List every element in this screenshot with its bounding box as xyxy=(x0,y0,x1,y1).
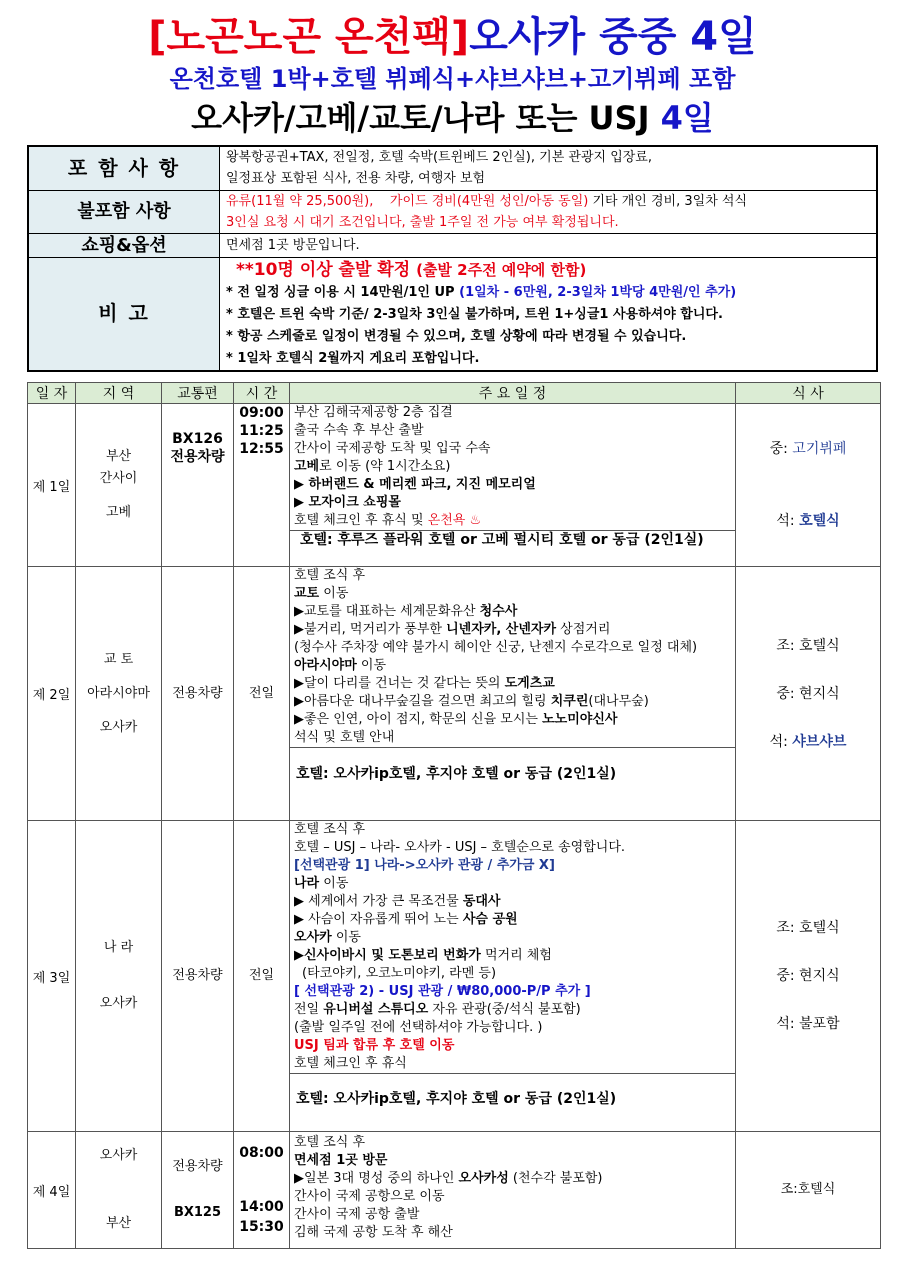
shopping-label: 쇼핑&옵션 xyxy=(28,233,220,257)
day-label: 제 3일 xyxy=(28,821,76,1132)
schedule-cell: 부산 김해국제공항 2층 집결 출국 수속 후 부산 출발 간사이 국제공항 도착 및 입국 수속 고베로 이동 (약 1시간소요) ▶ 하버랜드 & 메리켄 파크, 지진 메모리얼 ▶ 모자이크 쇼핑몰 호텔 체크인 후 휴식 및 온천욕 ♨ 호텔: 후루즈 플라워 호텔 or 고베 펄시티 호텔 or 동급 (2인1실) xyxy=(290,404,736,567)
hotel-info: 호텔: 오사카ip호텔, 후지야 호텔 or 동급 (2인1실) xyxy=(290,1073,735,1124)
excluded-text: 유류(11월 약 25,500원), 가이드 경비(4만원 성인/아동 동일) 기타 개인 경비, 3일차 석식 3인실 요청 시 대기 조건입니다, 출발 1주일 전 가능 여부 확정됩니다. xyxy=(220,190,878,233)
transport-cell: 전용차량 xyxy=(162,821,234,1132)
day-label: 제 2일 xyxy=(28,567,76,821)
time-cell: 전일 xyxy=(234,567,290,821)
header-transport: 교통편 xyxy=(162,383,234,404)
time-cell: 전일 xyxy=(234,821,290,1132)
remarks-text: **10명 이상 출발 확정 (출발 2주전 예약에 한함) * 전 일정 싱글 이용 시 14만원/1인 UP (1일차 - 6만원, 2-3일차 1박당 4만원/인 추가) * 호텔은 트윈 숙박 기준/ 2-3일차 3인실 불가하며, 트윈 1+싱글1 사용하셔야 합니다. * 항공 스케줄로 일정이 변경될 수 있으며, 호텔 상황에 따라 변경될 수 있습니다. * 1일차 호텔식 2월까지 게요리 포함입니다. xyxy=(220,257,878,371)
meal-cell: 중: 고기뷔페 석: 호텔식 xyxy=(736,404,881,567)
transport-cell: 전용차량 xyxy=(162,567,234,821)
table-row xyxy=(28,567,881,821)
time-cell: 09:00 11:25 12:55 xyxy=(234,404,290,567)
meal-cell: 조: 호텔식 중: 현지식 석: 불포함 xyxy=(736,821,881,1132)
transport-cell: 전용차량 BX125 xyxy=(162,1132,234,1249)
excluded-label: 불포함 사항 xyxy=(28,190,220,233)
schedule-cell: 호텔 조식 후 교토 이동 ▶교토를 대표하는 세계문화유산 청수사 ▶불거리, 먹거리가 풍부한 니넨자카, 산넨자카 상점거리 (청수사 주차장 예약 불가시 헤이안 신궁, 난젠지 수로각으로 일정 대체) 아라시야마 이동 ▶달이 다리를 건너는 것 같다는 뜻의 도게츠교 ▶아름다운 대나무숲길을 걸으면 최고의 힐링 치쿠린(대나무숲) ▶좋은 인연, 아이 점지, 학문의 신을 모시는 노노미야신사 석식 및 호텔 안내 호텔: 오사카ip호텔, 후지야 호텔 or 동급 (2인1실) xyxy=(290,567,736,821)
time-cell: 08:00 14:00 15:30 xyxy=(234,1132,290,1249)
remarks-label: 비 고 xyxy=(28,257,220,371)
hotel-info: 호텔: 오사카ip호텔, 후지야 호텔 or 동급 (2인1실) xyxy=(290,747,735,800)
table-row xyxy=(28,1132,881,1249)
header-schedule: 주 요 일 정 xyxy=(290,383,736,404)
table-row xyxy=(28,404,881,567)
header-time: 시 간 xyxy=(234,383,290,404)
header-region: 지 역 xyxy=(76,383,162,404)
schedule-cell: 호텔 조식 후 면세점 1곳 방문 ▶일본 3대 명성 중의 하나인 오사카성 (천수각 불포함) 간사이 국제 공항으로 이동 간사이 국제 공항 출발 김해 국제 공항 도착 후 해산 xyxy=(290,1132,736,1249)
table-row xyxy=(28,821,881,1132)
day-label: 제 1일 xyxy=(28,404,76,567)
header-date: 일 자 xyxy=(28,383,76,404)
hotel-info: 호텔: 후루즈 플라워 호텔 or 고베 펄시티 호텔 or 동급 (2인1실) xyxy=(290,530,735,549)
day-label: 제 4일 xyxy=(28,1132,76,1249)
shopping-text: 면세점 1곳 방문입니다. xyxy=(220,233,878,257)
meal-cell: 조:호텔식 xyxy=(736,1132,881,1249)
header-meals: 식 사 xyxy=(736,383,881,404)
meal-cell: 조: 호텔식 중: 현지식 석: 샤브샤브 xyxy=(736,567,881,821)
subtitle-destinations: 오사카/고베/교토/나라 또는 USJ 4일 xyxy=(191,99,714,137)
region-cell: 오사카 부산 xyxy=(76,1132,162,1249)
schedule-cell: 호텔 조식 후 호텔 – USJ – 나라- 오사카 - USJ – 호텔순으로 송영합니다. [선택관광 1] 나라->오사카 관광 / 추가금 X] 나라 이동 ▶ 세계에서 가장 큰 목조건물 동대사 ▶ 사슴이 자유롭게 뛰어 노는 사슴 공원 오사카 이동 ▶신사이바시 및 도톤보리 번화가 먹거리 체험 (타코야키, 오코노미야키, 라멘 등) [ 선택관광 2) - USJ 관광 / ₩80,000-P/P 추가 ] 전일 유니버설 스튜디오 자유 관광(중/석식 불포함) (출발 일주일 전에 선택하셔야 가능합니다. ) USJ 팀과 합류 후 호텔 이동 호텔 체크인 후 휴식 호텔: 오사카ip호텔, 후지야 호텔 or 동급 (2인1실) xyxy=(290,821,736,1132)
subtitle-inclusions: 온천호텔 1박+호텔 뷔페식+샤브샤브+고기뷔페 포함 xyxy=(169,65,736,93)
package-info-table xyxy=(27,145,878,372)
included-label: 포 함 사 항 xyxy=(28,146,220,190)
region-cell: 부산 간사이 고베 xyxy=(76,404,162,567)
main-title: [노곤노곤 온천팩]오사카 중중 4일 xyxy=(148,14,757,60)
included-text: 왕복항공권+TAX, 전일정, 호텔 숙박(트윈베드 2인실), 기본 관광지 입장료, 일정표상 포함된 식사, 전용 차량, 여행자 보험 xyxy=(220,146,878,190)
region-cell: 교 토 아라시야마 오사카 xyxy=(76,567,162,821)
region-cell: 나 라 오사카 xyxy=(76,821,162,1132)
itinerary-table xyxy=(27,382,881,1249)
transport-cell: BX126 전용차량 xyxy=(162,404,234,567)
